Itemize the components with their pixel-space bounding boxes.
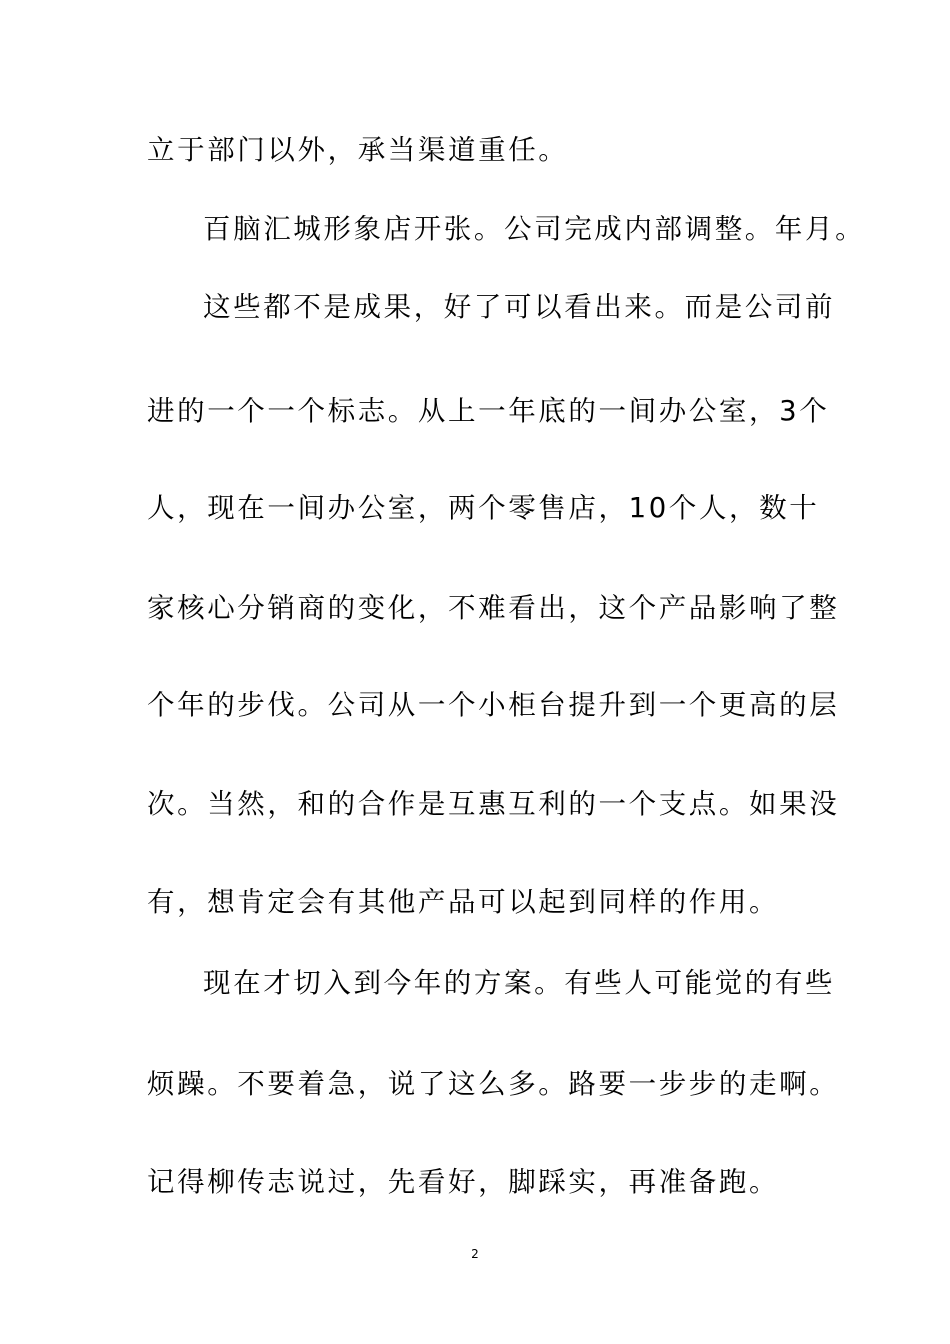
text-line: 记得柳传志说过，先看好，脚踩实，再准备跑。 xyxy=(147,1166,780,1198)
text-line: 百脑汇城形象店开张。公司完成内部调整。年月。 xyxy=(203,213,866,245)
text-line: 有，想肯定会有其他产品可以起到同样的作用。 xyxy=(147,886,780,918)
text-line: 进的一个一个标志。从上一年底的一间办公室，3个 xyxy=(147,395,830,427)
text-line: 现在才切入到今年的方案。有些人可能觉的有些 xyxy=(203,967,836,999)
text-line: 烦躁。不要着急，说了这么多。路要一步步的走啊。 xyxy=(147,1068,840,1100)
page-number: 2 xyxy=(471,1247,479,1261)
text-line: 立于部门以外，承当渠道重任。 xyxy=(147,134,569,166)
text-line: 次。当然，和的合作是互惠互利的一个支点。如果没 xyxy=(147,788,840,820)
text-line: 这些都不是成果，好了可以看出来。而是公司前 xyxy=(203,291,836,323)
text-line: 个年的步伐。公司从一个小柜台提升到一个更高的层 xyxy=(147,689,840,721)
text-line: 家核心分销商的变化，不难看出，这个产品影响了整 xyxy=(147,592,840,624)
text-line: 人，现在一间办公室，两个零售店，10个人，数十 xyxy=(147,492,820,524)
